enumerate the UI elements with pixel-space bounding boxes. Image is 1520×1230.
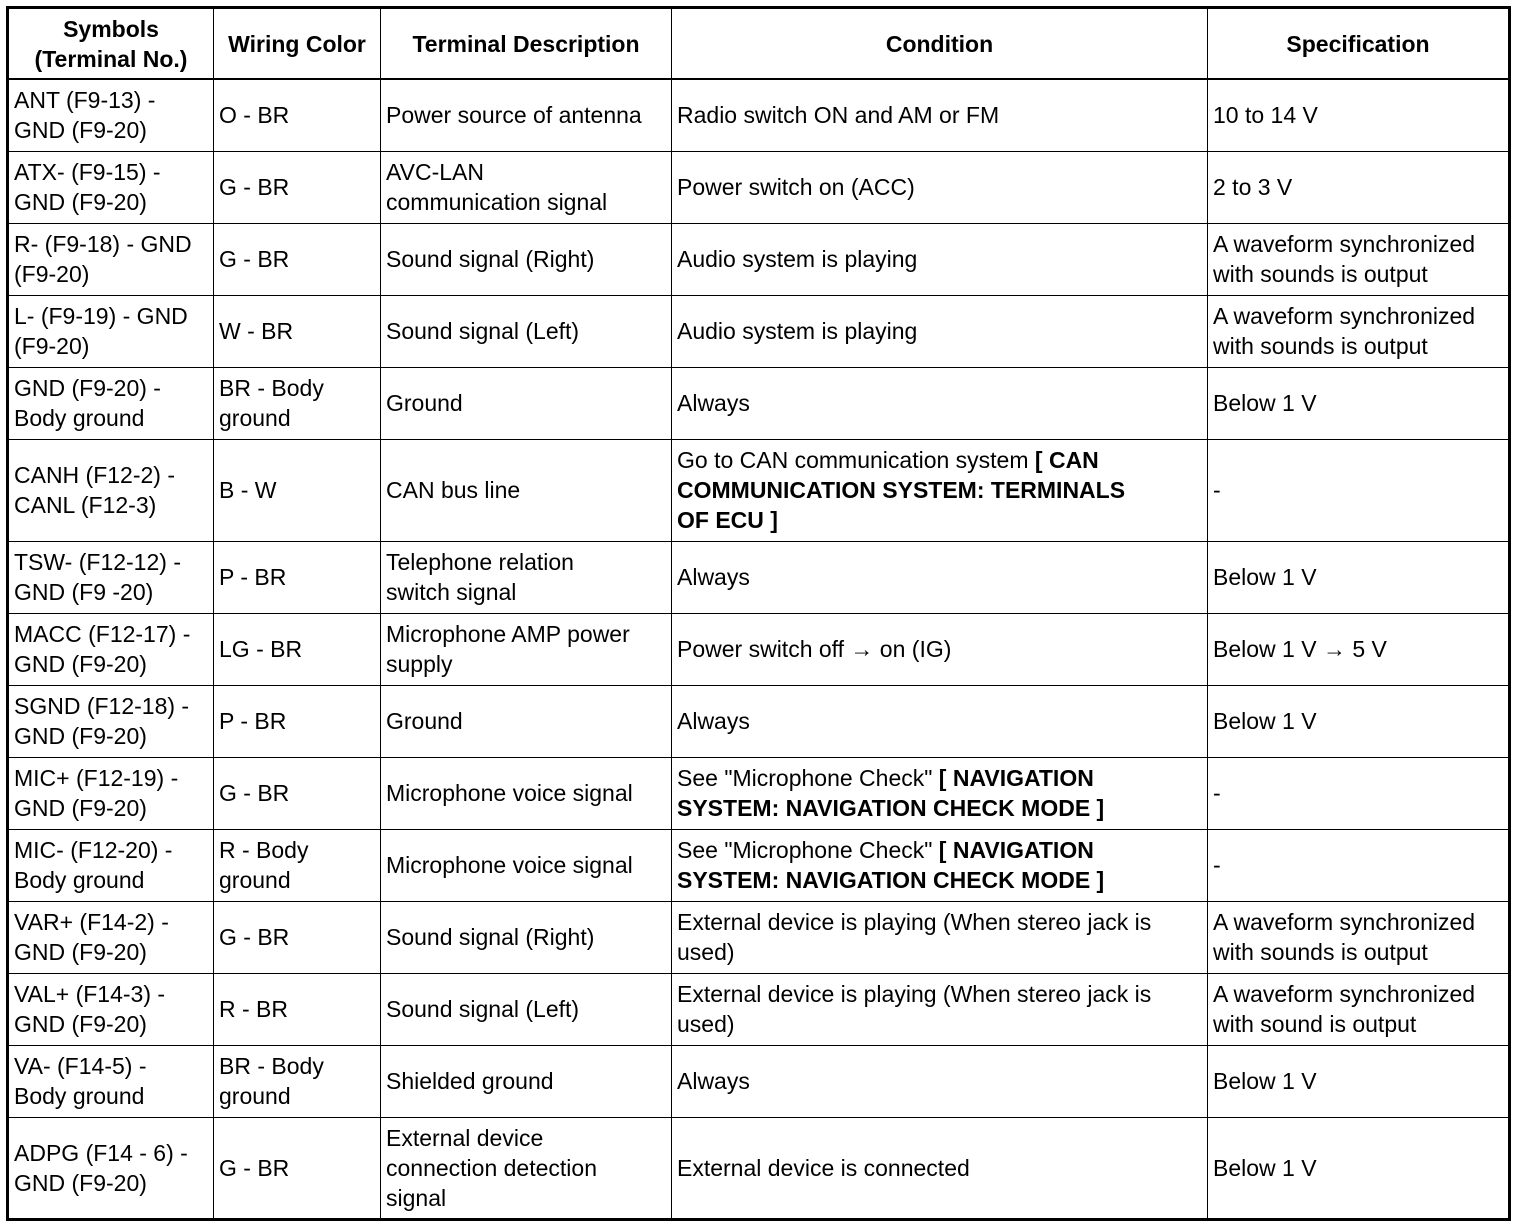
wiring-color-cell <box>214 367 381 439</box>
table-row <box>8 295 1510 367</box>
wiring-color-text: BR - Body ground <box>219 1053 324 1109</box>
header-terminal-description: Terminal Description <box>381 8 672 80</box>
specification-text: Below 1 V <box>1213 390 1317 416</box>
symbol-text: VAL+ (F14-3) - GND (F9-20) <box>14 981 166 1037</box>
description-cell <box>381 367 672 439</box>
wiring-color-cell <box>214 223 381 295</box>
description-text: AVC-LAN communication signal <box>386 159 608 215</box>
wiring-color-cell <box>214 973 381 1045</box>
specification-text: Below 1 V <box>1213 1068 1317 1094</box>
description-cell <box>381 973 672 1045</box>
symbol-text: GND (F9-20) - Body ground <box>14 375 161 431</box>
symbol-cell <box>8 79 214 151</box>
wiring-color-cell <box>214 151 381 223</box>
condition-cell <box>672 151 1208 223</box>
description-text: Power source of antenna <box>386 102 642 129</box>
wiring-color-cell <box>214 1117 381 1219</box>
symbol-cell <box>8 1045 214 1117</box>
condition-text: Always <box>677 708 750 734</box>
wiring-color-text: G - BR <box>219 1154 290 1181</box>
description-cell <box>381 79 672 151</box>
specification-cell <box>1208 613 1510 685</box>
condition-cell <box>672 439 1208 541</box>
condition-text: Power switch off → on (IG) <box>677 636 952 662</box>
symbol-cell <box>8 685 214 757</box>
wiring-color-cell <box>214 613 381 685</box>
specification-cell <box>1208 151 1510 223</box>
specification-text: - <box>1213 852 1221 878</box>
symbol-text: L- (F9-19) - GND (F9-20) <box>14 303 188 359</box>
symbol-cell <box>8 901 214 973</box>
specification-text: A waveform synchronized with sounds is output <box>1213 303 1476 359</box>
symbol-cell <box>8 973 214 1045</box>
header-specification: Specification <box>1208 8 1510 80</box>
description-text: Sound signal (Left) <box>386 996 580 1022</box>
symbol-text: ANT (F9-13) - GND (F9-20) <box>14 87 156 144</box>
description-cell <box>381 613 672 685</box>
wiring-color-cell <box>214 541 381 613</box>
symbol-cell <box>8 613 214 685</box>
header-symbols <box>8 8 214 80</box>
table-row <box>8 1117 1510 1219</box>
condition-text: Audio system is playing <box>677 318 918 344</box>
condition-text: Power switch on (ACC) <box>677 174 915 200</box>
wiring-color-text: P - BR <box>219 708 287 734</box>
condition-text: Always <box>677 564 750 590</box>
description-cell <box>381 541 672 613</box>
wiring-color-text: W - BR <box>219 318 294 344</box>
symbol-text: SGND (F12-18) - GND (F9-20) <box>14 693 190 749</box>
specification-cell <box>1208 541 1510 613</box>
header-condition: Condition <box>672 8 1208 80</box>
symbol-cell <box>8 295 214 367</box>
description-cell <box>381 439 672 541</box>
wiring-color-cell <box>214 757 381 829</box>
condition-text: External device is connected <box>677 1154 970 1181</box>
description-text: Microphone voice signal <box>386 780 633 806</box>
condition-text: Go to CAN communication system <box>677 447 1035 473</box>
specification-text: Below 1 V → 5 V <box>1213 636 1387 662</box>
condition-text: Radio switch ON and AM or FM <box>677 102 1000 129</box>
condition-cell <box>672 295 1208 367</box>
table-row <box>8 973 1510 1045</box>
specification-text: - <box>1213 477 1221 503</box>
symbol-cell <box>8 367 214 439</box>
condition-text: See "Microphone Check" <box>677 765 939 791</box>
description-text: Sound signal (Left) <box>386 318 580 344</box>
condition-cell <box>672 79 1208 151</box>
description-cell <box>381 223 672 295</box>
condition-cell <box>672 829 1208 901</box>
table-row <box>8 829 1510 901</box>
table-row <box>8 439 1510 541</box>
wiring-color-text: G - BR <box>219 924 290 950</box>
wiring-color-text: G - BR <box>219 780 290 806</box>
condition-text: See "Microphone Check" <box>677 837 939 863</box>
wiring-color-text: LG - BR <box>219 636 303 662</box>
condition-reference-link[interactable]: [ CAN COMMUNICATION SYSTEM: TERMINALS OF ECU ] <box>677 447 1126 533</box>
symbol-cell <box>8 439 214 541</box>
symbol-text: VA- (F14-5) - Body ground <box>14 1053 147 1109</box>
description-text: Sound signal (Right) <box>386 924 595 950</box>
wiring-color-text: R - Body ground <box>219 837 309 893</box>
description-cell <box>381 151 672 223</box>
condition-cell <box>672 613 1208 685</box>
table-row <box>8 757 1510 829</box>
specification-text: Below 1 V <box>1213 1154 1317 1181</box>
description-text: Shielded ground <box>386 1068 554 1094</box>
condition-text: Always <box>677 1068 750 1094</box>
specification-text: 10 to 14 V <box>1213 102 1318 129</box>
wiring-color-cell <box>214 439 381 541</box>
specification-text: Below 1 V <box>1213 708 1317 734</box>
wiring-color-cell <box>214 829 381 901</box>
symbol-text: MACC (F12-17) - GND (F9-20) <box>14 621 191 677</box>
specification-text: A waveform synchronized with sounds is output <box>1213 909 1476 965</box>
description-text: Microphone AMP power supply <box>386 621 630 677</box>
specification-text: Below 1 V <box>1213 564 1317 590</box>
description-cell <box>381 685 672 757</box>
symbol-cell <box>8 829 214 901</box>
table-row <box>8 1045 1510 1117</box>
wiring-color-text: O - BR <box>219 102 290 129</box>
symbol-text: TSW- (F12-12) - GND (F9 -20) <box>14 549 181 605</box>
symbol-cell <box>8 151 214 223</box>
condition-text: External device is playing (When stereo jack is used) <box>677 909 1152 965</box>
description-cell <box>381 295 672 367</box>
wiring-color-text: P - BR <box>219 564 287 590</box>
wiring-color-text: G - BR <box>219 174 290 200</box>
table-row <box>8 613 1510 685</box>
header-symbols-line1: Symbols <box>63 15 159 42</box>
table-row <box>8 901 1510 973</box>
condition-cell <box>672 685 1208 757</box>
specification-cell <box>1208 901 1510 973</box>
specification-cell <box>1208 1045 1510 1117</box>
description-cell <box>381 901 672 973</box>
specification-cell <box>1208 367 1510 439</box>
symbol-cell <box>8 757 214 829</box>
symbol-cell <box>8 1117 214 1219</box>
table-row <box>8 541 1510 613</box>
specification-cell <box>1208 79 1510 151</box>
symbol-text: ATX- (F9-15) - GND (F9-20) <box>14 159 161 215</box>
wiring-color-cell <box>214 1045 381 1117</box>
symbol-cell <box>8 541 214 613</box>
symbol-text: VAR+ (F14-2) - GND (F9-20) <box>14 909 169 965</box>
wiring-color-cell <box>214 79 381 151</box>
specification-cell <box>1208 829 1510 901</box>
specification-cell <box>1208 439 1510 541</box>
wiring-color-text: G - BR <box>219 246 290 272</box>
specification-cell <box>1208 1117 1510 1219</box>
description-cell <box>381 829 672 901</box>
specification-cell <box>1208 685 1510 757</box>
wiring-color-cell <box>214 685 381 757</box>
specification-text: A waveform synchronized with sounds is output <box>1213 231 1476 287</box>
condition-text: External device is playing (When stereo jack is used) <box>677 981 1152 1037</box>
symbol-text: MIC+ (F12-19) - GND (F9-20) <box>14 765 179 821</box>
symbol-text: R- (F9-18) - GND (F9-20) <box>14 231 192 287</box>
description-cell <box>381 757 672 829</box>
condition-cell <box>672 223 1208 295</box>
condition-cell <box>672 757 1208 829</box>
description-text: Ground <box>386 390 463 416</box>
header-row <box>8 8 1510 80</box>
description-text: CAN bus line <box>386 477 521 503</box>
description-cell <box>381 1045 672 1117</box>
symbol-text: CANH (F12-2) - CANL (F12-3) <box>14 462 176 518</box>
condition-cell <box>672 973 1208 1045</box>
table-row <box>8 223 1510 295</box>
wiring-color-cell <box>214 901 381 973</box>
condition-cell <box>672 1117 1208 1219</box>
specification-text: - <box>1213 780 1221 806</box>
symbol-cell <box>8 223 214 295</box>
condition-cell <box>672 541 1208 613</box>
specification-cell <box>1208 757 1510 829</box>
table-row <box>8 685 1510 757</box>
condition-cell <box>672 901 1208 973</box>
description-text: Ground <box>386 708 463 734</box>
description-text: Sound signal (Right) <box>386 246 595 272</box>
specification-cell <box>1208 295 1510 367</box>
specification-cell <box>1208 973 1510 1045</box>
description-text: Microphone voice signal <box>386 852 633 878</box>
specification-cell <box>1208 223 1510 295</box>
wiring-color-text: R - BR <box>219 996 288 1022</box>
description-text: External device connection detection signal <box>386 1124 597 1211</box>
specification-text: 2 to 3 V <box>1213 174 1293 200</box>
table-row <box>8 367 1510 439</box>
description-cell <box>381 1117 672 1219</box>
condition-cell <box>672 367 1208 439</box>
header-wiring-color: Wiring Color <box>214 8 381 80</box>
header-symbols-line2: (Terminal No.) <box>34 45 188 72</box>
specification-text: A waveform synchronized with sound is output <box>1213 981 1476 1037</box>
wiring-color-text: BR - Body ground <box>219 375 324 431</box>
table-row <box>8 79 1510 151</box>
condition-reference-link[interactable]: [ NAVIGATION SYSTEM: NAVIGATION CHECK MODE ] <box>677 765 1105 821</box>
wiring-color-text: B - W <box>219 477 277 503</box>
condition-text: Audio system is playing <box>677 246 918 272</box>
wiring-color-cell <box>214 295 381 367</box>
terminals-table <box>6 6 1511 1221</box>
symbol-text: MIC- (F12-20) - Body ground <box>14 837 173 893</box>
condition-text: Always <box>677 390 750 416</box>
description-text: Telephone relation switch signal <box>386 549 574 605</box>
condition-reference-link[interactable]: [ NAVIGATION SYSTEM: NAVIGATION CHECK MODE ] <box>677 837 1105 893</box>
symbol-text: ADPG (F14 - 6) - GND (F9-20) <box>14 1139 188 1196</box>
table-row <box>8 151 1510 223</box>
condition-cell <box>672 1045 1208 1117</box>
